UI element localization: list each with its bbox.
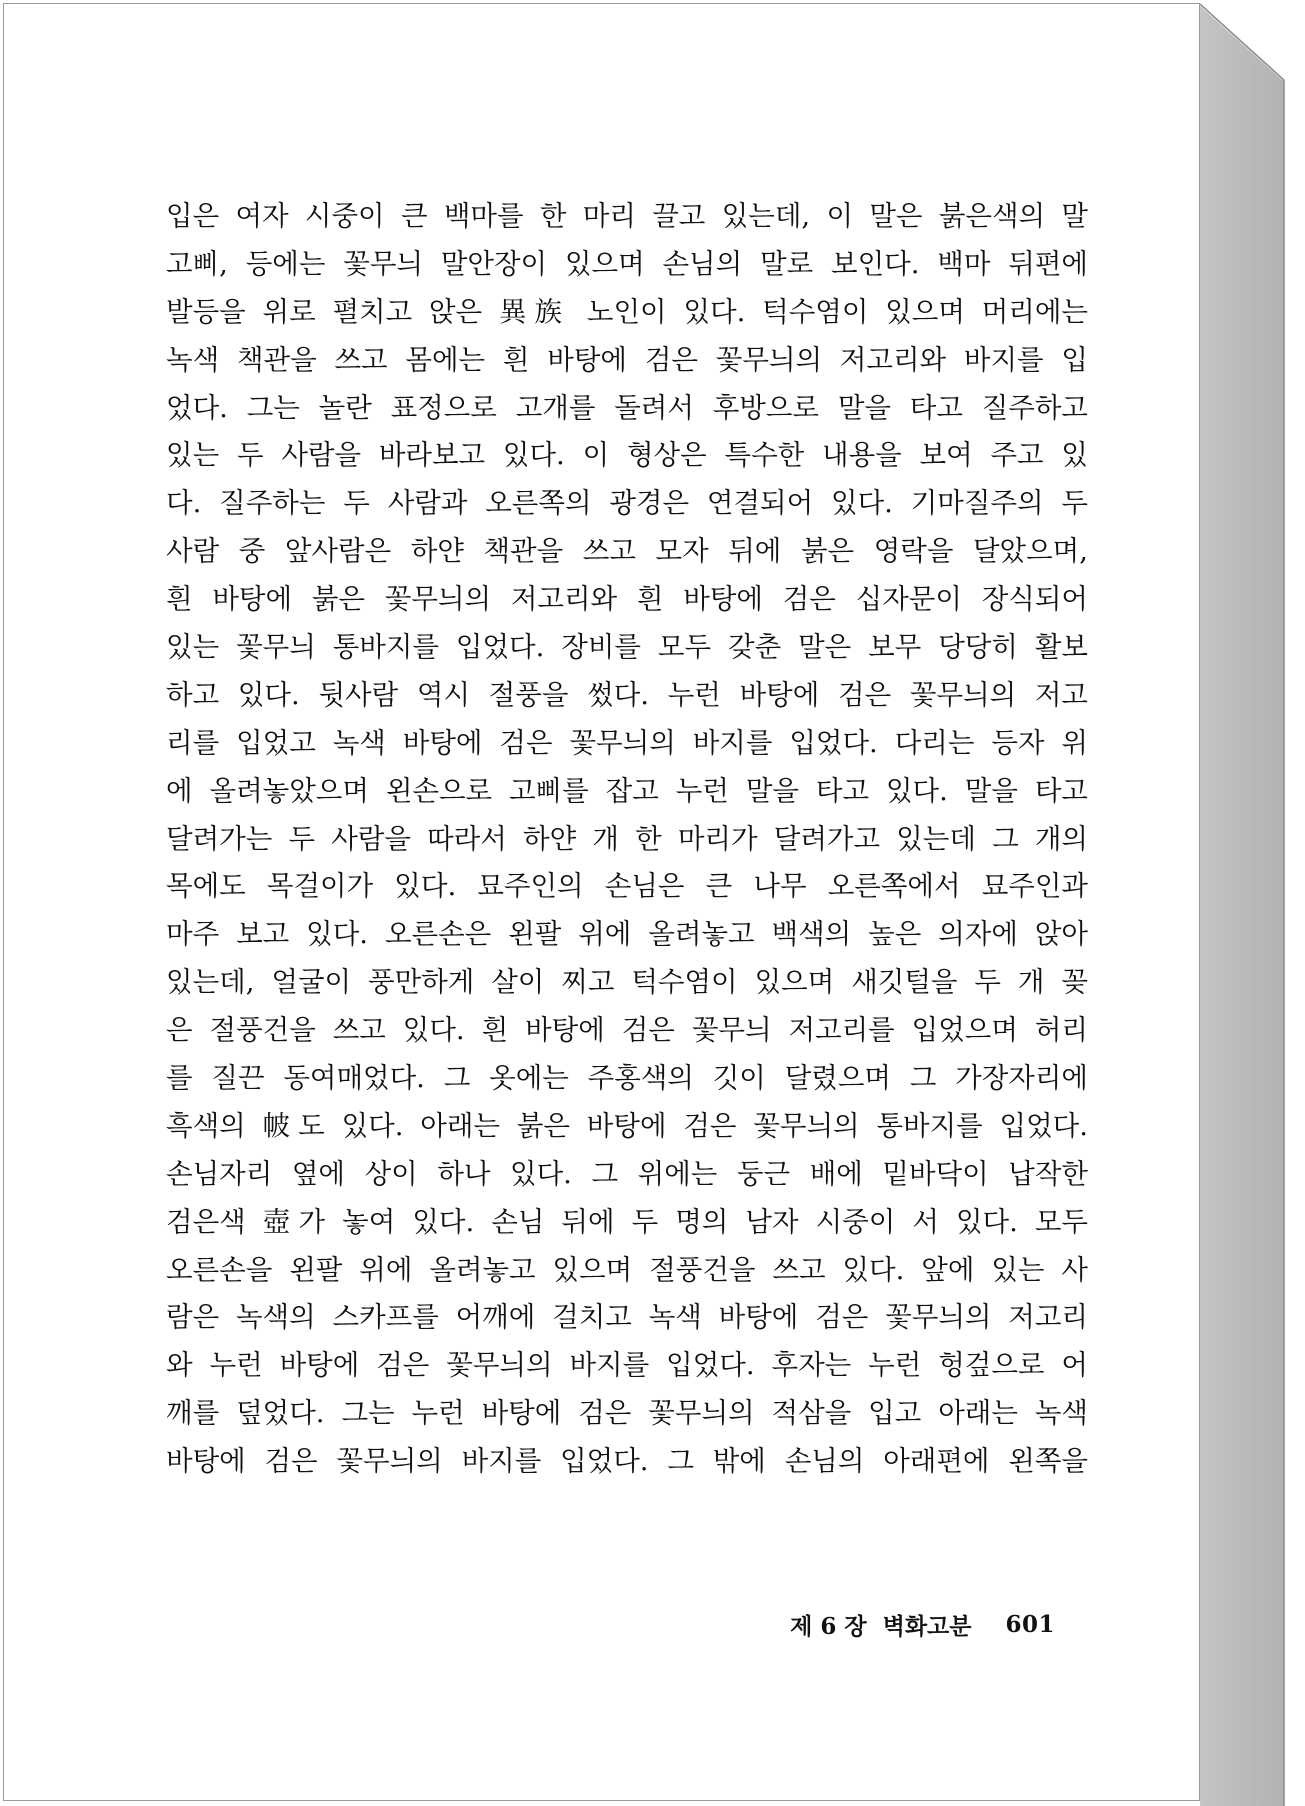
text-line: 손님자리 옆에 상이 하나 있다. 그 위에는 둥근 배에 밑바닥이 납작한 (166, 1157, 1088, 1190)
text-line: 목에도 목걸이가 있다. 묘주인의 손님은 큰 나무 오른쪽에서 묘주인과 (166, 870, 1088, 903)
text-line: 와 누런 바탕에 검은 꽃무늬의 바지를 입었다. 후자는 누런 헝겊으로 어 (166, 1349, 1088, 1382)
text-line: 달려가는 두 사람을 따라서 하얀 개 한 마리가 달려가고 있는데 그 개의 (166, 822, 1088, 855)
body-text (166, 193, 1088, 1486)
text-line: 사람 중 앞사람은 하얀 책관을 쓰고 모자 뒤에 붉은 영락을 달았으며, (166, 535, 1088, 568)
text-line: 흑색의 帔도 있다. 아래는 붉은 바탕에 검은 꽃무늬의 통바지를 입었다. (166, 1109, 1088, 1142)
text-line: 검은색 壺가 놓여 있다. 손님 뒤에 두 명의 남자 시중이 서 있다. 모두 (166, 1205, 1088, 1238)
text-line: 람은 녹색의 스카프를 어깨에 걸치고 녹색 바탕에 검은 꽃무늬의 저고리 (166, 1301, 1088, 1334)
text-line: 녹색 책관을 쓰고 몸에는 흰 바탕에 검은 꽃무늬의 저고리와 바지를 입 (166, 343, 1088, 376)
footer-title: 벽화고분 (882, 1612, 972, 1640)
running-footer (760, 1604, 1055, 1644)
text-line: 은 절풍건을 쓰고 있다. 흰 바탕에 검은 꽃무늬 저고리를 입었으며 허리 (166, 1014, 1088, 1047)
text-line: 있는데, 얼굴이 풍만하게 살이 찌고 턱수염이 있으며 새깃털을 두 개 꽂 (166, 966, 1088, 999)
text-line: 깨를 덮었다. 그는 누런 바탕에 검은 꽃무늬의 적삼을 입고 아래는 녹색 (166, 1397, 1088, 1430)
text-line: 에 올려놓았으며 왼손으로 고삐를 잡고 누런 말을 타고 있다. 말을 타고 (166, 774, 1088, 807)
text-line: 있는 꽃무늬 통바지를 입었다. 장비를 모두 갖춘 말은 보무 당당히 활보 (166, 631, 1088, 664)
text-line: 있는 두 사람을 바라보고 있다. 이 형상은 특수한 내용을 보여 주고 있 (166, 439, 1088, 472)
footer-chapter: 제 6 장 (790, 1612, 867, 1640)
text-line: 바탕에 검은 꽃무늬의 바지를 입었다. 그 밖에 손님의 아래편에 왼쪽을 (166, 1445, 1088, 1478)
text-line: 고삐, 등에는 꽃무늬 말안장이 있으며 손님의 말로 보인다. 백마 뒤편에 (166, 247, 1088, 280)
text-line: 발등을 위로 펼치고 앉은 異族 노인이 있다. 턱수염이 있으며 머리에는 (166, 295, 1088, 328)
text-line: 흰 바탕에 붉은 꽃무늬의 저고리와 흰 바탕에 검은 십자문이 장식되어 (166, 583, 1088, 616)
text-line: 입은 여자 시중이 큰 백마를 한 마리 끌고 있는데, 이 말은 붉은색의 말 (166, 200, 1088, 232)
text-line: 다. 질주하는 두 사람과 오른쪽의 광경은 연결되어 있다. 기마질주의 두 (166, 487, 1088, 520)
text-line: 오른손을 왼팔 위에 올려놓고 있으며 절풍건을 쓰고 있다. 앞에 있는 사 (166, 1253, 1088, 1286)
text-line: 었다. 그는 놀란 표정으로 고개를 돌려서 후방으로 말을 타고 질주하고 (166, 391, 1088, 424)
text-line: 하고 있다. 뒷사람 역시 절풍을 썼다. 누런 바탕에 검은 꽃무늬의 저고 (166, 678, 1088, 711)
text-line: 마주 보고 있다. 오른손은 왼팔 위에 올려놓고 백색의 높은 의자에 앉아 (166, 918, 1088, 951)
text-line: 리를 입었고 녹색 바탕에 검은 꽃무늬의 바지를 입었다. 다리는 등자 위 (166, 726, 1088, 759)
text-line: 를 질끈 동여매었다. 그 옷에는 주홍색의 깃이 달렸으며 그 가장자리에 (166, 1062, 1088, 1095)
page-number: 601 (1005, 1610, 1055, 1638)
